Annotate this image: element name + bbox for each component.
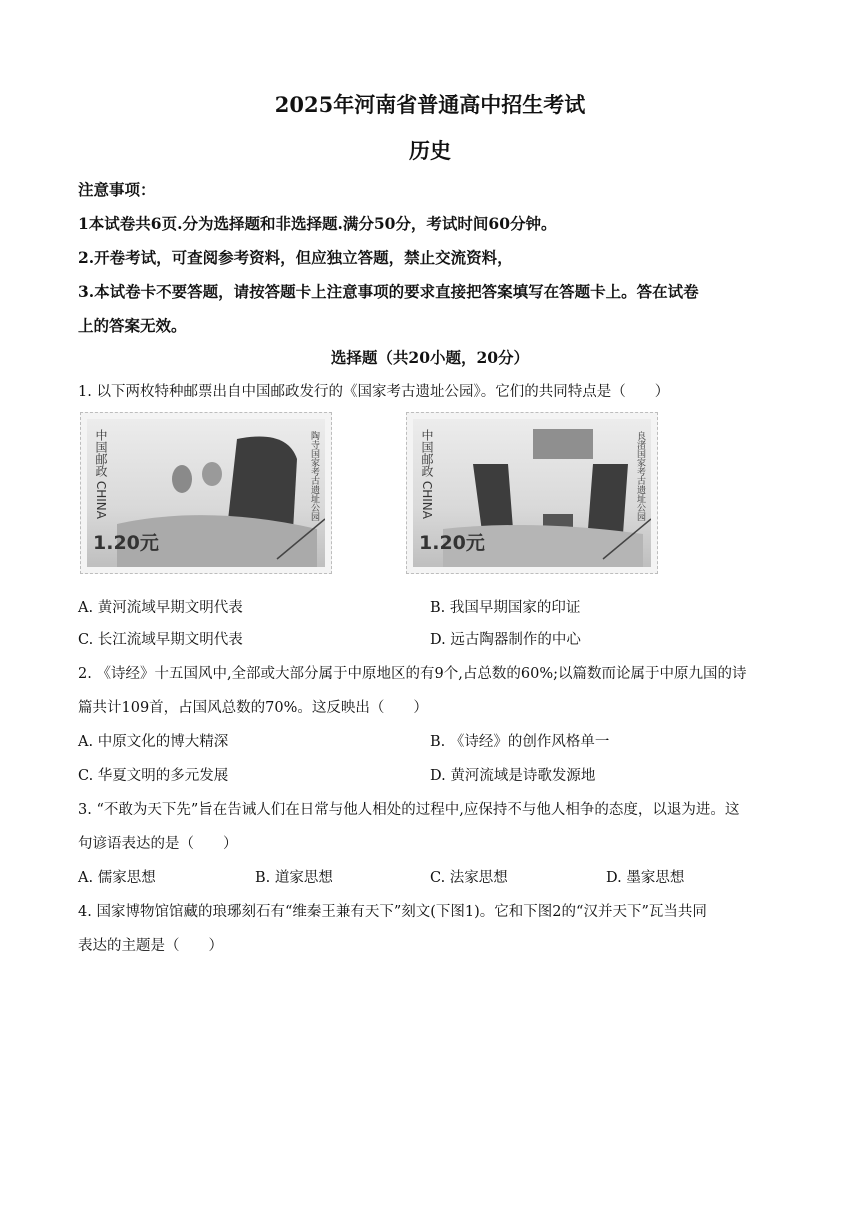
stamp-caption: 陶寺国家考古遗址公园 <box>309 431 319 521</box>
exam-title: 2025年河南省普通高中招生考试 <box>274 92 586 117</box>
notes-heading: 注意事项： <box>78 180 156 199</box>
question-1-stem: 1. 以下两枚特种邮票出自中国邮政发行的《国家考古遗址公园》。它们的共同特点是（ ） <box>78 384 670 400</box>
note-item: 3.本试卷卡不要答题，请按答题卡上注意事项的要求直接把答案填写在答题卡上。答在试卷 <box>78 282 699 301</box>
question-4-line2: 表达的主题是（ ） <box>78 938 223 954</box>
q1-option-d[interactable]: D. 远古陶器制作的中心 <box>430 632 581 648</box>
q2-option-d[interactable]: D. 黄河流域是诗歌发源地 <box>430 768 596 784</box>
q3-option-d[interactable]: D. 墨家思想 <box>606 870 685 886</box>
q1-option-a[interactable]: A. 黄河流域早期文明代表 <box>78 600 243 616</box>
question-3-line1: 3. “不敢为天下先”旨在告诫人们在日常与他人相处的过程中,应保持不与他人相争的态度，以退为进。这 <box>78 802 740 818</box>
stamp-caption: 良渚国家考古遗址公园 <box>635 431 645 521</box>
stamp-taosi <box>80 412 332 574</box>
q3-option-c[interactable]: C. 法家思想 <box>430 870 508 886</box>
question-3-line2: 句谚语表达的是（ ） <box>78 836 238 852</box>
question-2-line2: 篇共计109首，占国风总数的70%。这反映出（ ） <box>78 700 428 716</box>
note-item: 上的答案无效。 <box>78 316 187 335</box>
q3-option-b[interactable]: B. 道家思想 <box>255 870 333 886</box>
note-item: 2.开卷考试，可查阅参考资料，但应独立答题，禁止交流资料， <box>78 248 513 267</box>
subject-title: 历史 <box>409 138 451 163</box>
stamp-denomination: 1.20元 <box>93 532 159 554</box>
stamp-country-label: 中国邮政 CHINA <box>420 429 434 519</box>
q2-option-a[interactable]: A. 中原文化的博大精深 <box>78 734 229 750</box>
question-4-line1: 4. 国家博物馆馆藏的琅琊刻石有“维秦王兼有天下”刻文(下图1)。它和下图2的“汉并天下”瓦当共同 <box>78 904 707 920</box>
stamp-denomination: 1.20元 <box>419 532 485 554</box>
q2-option-b[interactable]: B. 《诗经》的创作风格单一 <box>430 734 610 750</box>
note-item: 1本试卷共6页.分为选择题和非选择题.满分50分，考试时间60分钟。 <box>78 214 557 233</box>
q1-option-c[interactable]: C. 长江流域早期文明代表 <box>78 632 243 648</box>
stamp-liangzhu <box>406 412 658 574</box>
q3-option-a[interactable]: A. 儒家思想 <box>78 870 156 886</box>
question-2-line1: 2. 《诗经》十五国风中,全部或大部分属于中原地区的有9个,占总数的60%;以篇数而论属于中原九国的诗 <box>78 666 747 682</box>
q1-option-b[interactable]: B. 我国早期国家的印证 <box>430 600 581 616</box>
q2-option-c[interactable]: C. 华夏文明的多元发展 <box>78 768 229 784</box>
section-title: 选择题（共20小题，20分） <box>330 348 530 367</box>
stamp-country-label: 中国邮政 CHINA <box>94 429 108 519</box>
